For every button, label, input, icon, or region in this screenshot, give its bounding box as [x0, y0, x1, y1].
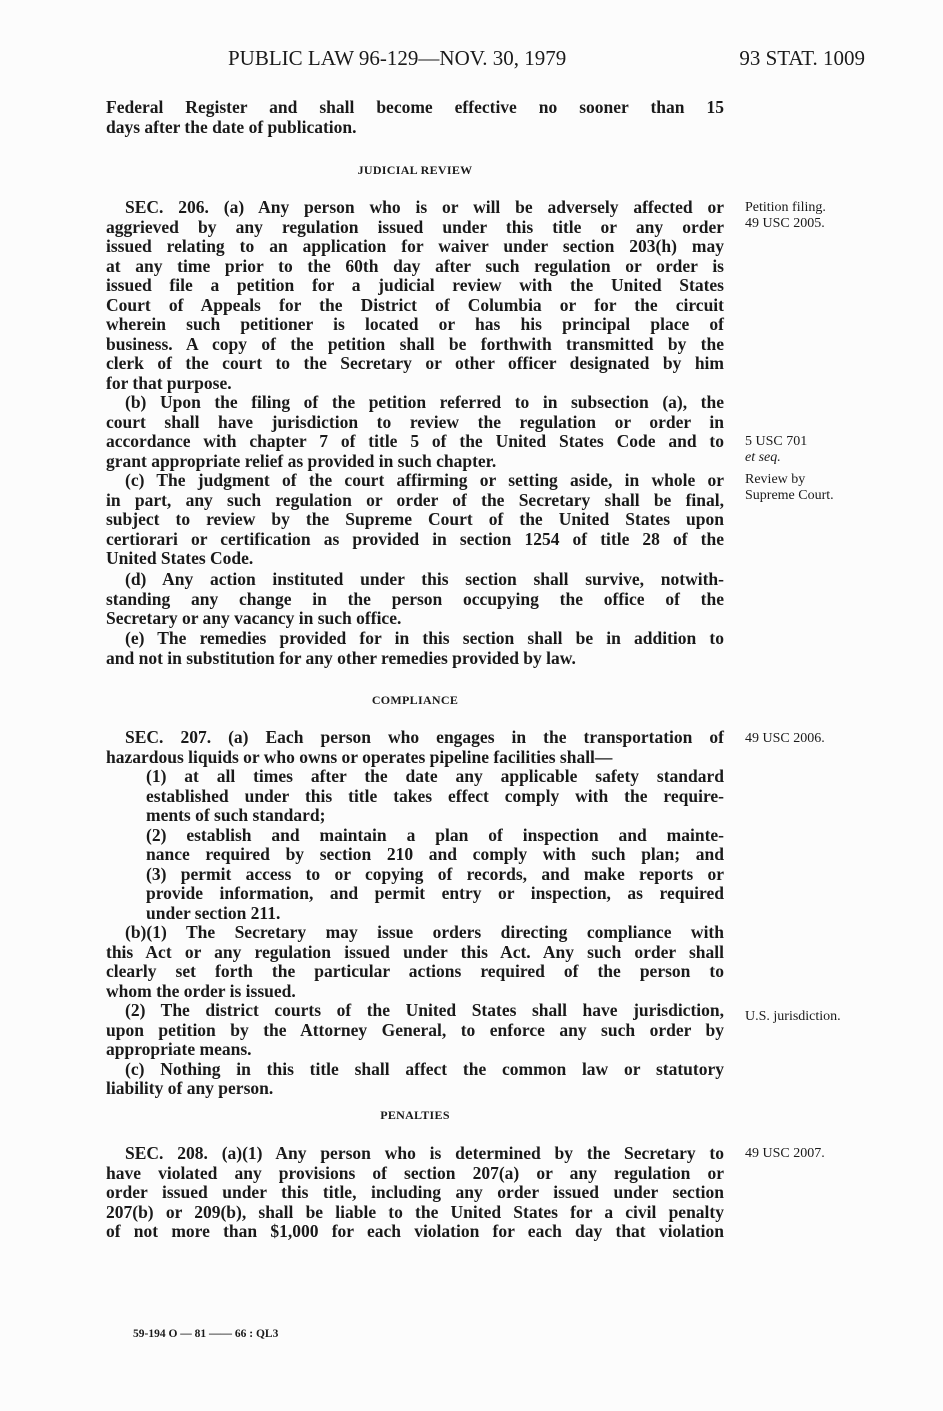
text-line: days after the date of publication.	[106, 116, 357, 137]
section-heading: JUDICIAL REVIEW	[357, 163, 473, 177]
print-footer: 59-194 O — 81 —— 66 : QL3	[133, 1328, 279, 1340]
text-line: standing any change in the person occupying the office of the	[106, 588, 724, 609]
paragraph-block	[106, 570, 724, 629]
margin-note	[745, 472, 834, 504]
text-line: (b)(1) The Secretary may issue orders directing compliance with	[125, 922, 724, 942]
text-line: clerk of the court to the Secretary or other officer designated by him	[106, 353, 724, 373]
text-line: SEC. 208. (a)(1) Any person who is determined by the Secretary to	[125, 1143, 724, 1163]
text-line: clearly set forth the particular actions required of the person to	[106, 961, 724, 981]
text-line: wherein such petitioner is located or has his principal place of	[106, 314, 724, 334]
paragraph-block	[106, 393, 724, 471]
margin-note-line: 49 USC 2006.	[745, 731, 825, 746]
text-line: (2) establish and maintain a plan of inspection and mainte-	[146, 824, 724, 845]
paragraph-block	[106, 728, 724, 1099]
margin-note	[745, 1146, 825, 1162]
text-line: whom the order is issued.	[106, 980, 296, 1001]
paragraph-block	[106, 1144, 724, 1242]
text-line: provide information, and permit entry or inspection, as required	[146, 883, 724, 903]
text-line: established under this title takes effect comply with the require-	[146, 785, 724, 806]
margin-note-italic: et seq.	[745, 450, 781, 465]
text-line: 207(b) or 209(b), shall be liable to the United States for a civil penalty	[106, 1201, 724, 1222]
paragraph-block	[106, 471, 724, 569]
text-line: order issued under this title, including any order issued under section	[106, 1182, 724, 1202]
margin-note	[745, 1009, 841, 1025]
text-line: at any time prior to the 60th day after such regulation or order is	[106, 255, 724, 276]
text-line: United States Code.	[106, 548, 254, 568]
section-heading: COMPLIANCE	[371, 693, 459, 707]
text-line: appropriate means.	[106, 1039, 252, 1059]
text-line: grant appropriate relief as provided in such chapter.	[106, 450, 497, 471]
margin-note	[745, 434, 807, 466]
text-line: certiorari or certification as provided in section 1254 of title 28 of the	[106, 528, 724, 549]
text-line: accordance with chapter 7 of title 5 of the United States Code and to	[106, 431, 724, 451]
running-header: PUBLIC LAW 96-129—NOV. 30, 1979	[228, 46, 567, 70]
margin-note-line: 49 USC 2007.	[745, 1146, 825, 1161]
text-line: upon petition by the Attorney General, to enforce any such order by	[106, 1019, 724, 1040]
text-line: (b) Upon the filing of the petition referred to in subsection (a), the	[125, 392, 724, 412]
text-line: issued relating to an application for waiver under section 203(h) may	[106, 236, 724, 256]
paragraph-block	[106, 98, 724, 137]
paragraph-block	[106, 629, 724, 668]
text-line: liability of any person.	[106, 1078, 274, 1098]
text-line: Court of Appeals for the District of Columbia or for the circuit	[106, 294, 724, 315]
text-line: aggrieved by any regulation issued under this title or any order	[106, 216, 724, 237]
text-line: (c) The judgment of the court affirming or setting aside, in whole or	[125, 470, 724, 490]
text-line: under section 211.	[146, 902, 281, 923]
text-line: ments of such standard;	[146, 805, 326, 825]
margin-note	[745, 200, 826, 232]
margin-note	[745, 731, 825, 747]
text-line: (1) at all times after the date any applicable safety standard	[146, 766, 724, 786]
text-line: (c) Nothing in this title shall affect the common law or statutory	[125, 1058, 724, 1079]
text-line: for that purpose.	[106, 372, 232, 393]
text-line: (2) The district courts of the United States shall have jurisdiction,	[125, 1000, 724, 1020]
margin-note-line: 5 USC 701	[745, 434, 808, 449]
text-line: in part, any such regulation or order of the Secretary shall be final,	[106, 489, 724, 510]
text-line: court shall have jurisdiction to review the regulation or order in	[106, 411, 724, 432]
text-line: hazardous liquids or who owns or operates pipeline facilities shall—	[106, 746, 613, 767]
text-line: subject to review by the Supreme Court of the United States upon	[106, 509, 724, 529]
text-line: issued file a petition for a judicial review with the United States	[106, 275, 724, 295]
margin-note-line: U.S. jurisdiction.	[745, 1009, 841, 1024]
margin-note-line: Review by	[745, 472, 806, 487]
text-line: Secretary or any vacancy in such office.	[106, 608, 402, 628]
text-line: (e) The remedies provided for in this section shall be in addition to	[125, 628, 724, 648]
margin-note-line: 49 USC 2005.	[745, 216, 825, 231]
text-line: this Act or any regulation issued under this Act. Any such order shall	[106, 941, 724, 962]
paragraph-block	[106, 198, 724, 393]
text-line: Federal Register and shall become effective no sooner than 15	[106, 97, 724, 117]
margin-note-line: Supreme Court.	[745, 488, 834, 503]
text-line: nance required by section 210 and comply with such plan; and	[146, 844, 724, 864]
text-line: business. A copy of the petition shall be forthwith transmitted by the	[106, 333, 724, 354]
margin-note-line: Petition filing.	[745, 200, 826, 215]
statute-page-number: 93 STAT. 1009	[739, 46, 865, 70]
text-line: SEC. 207. (a) Each person who engages in the transportation of	[125, 727, 724, 747]
text-line: have violated any provisions of section 207(a) or any regulation or	[106, 1162, 724, 1183]
text-line: SEC. 206. (a) Any person who is or will be adversely affected or	[125, 197, 724, 217]
text-line: of not more than $1,000 for each violation for each day that violation	[106, 1221, 724, 1241]
text-line: (d) Any action instituted under this section shall survive, notwith-	[125, 569, 724, 589]
text-line: (3) permit access to or copying of records, and make reports or	[146, 863, 724, 884]
text-line: and not in substitution for any other remedies provided by law.	[106, 647, 576, 668]
section-heading: PENALTIES	[380, 1108, 450, 1122]
